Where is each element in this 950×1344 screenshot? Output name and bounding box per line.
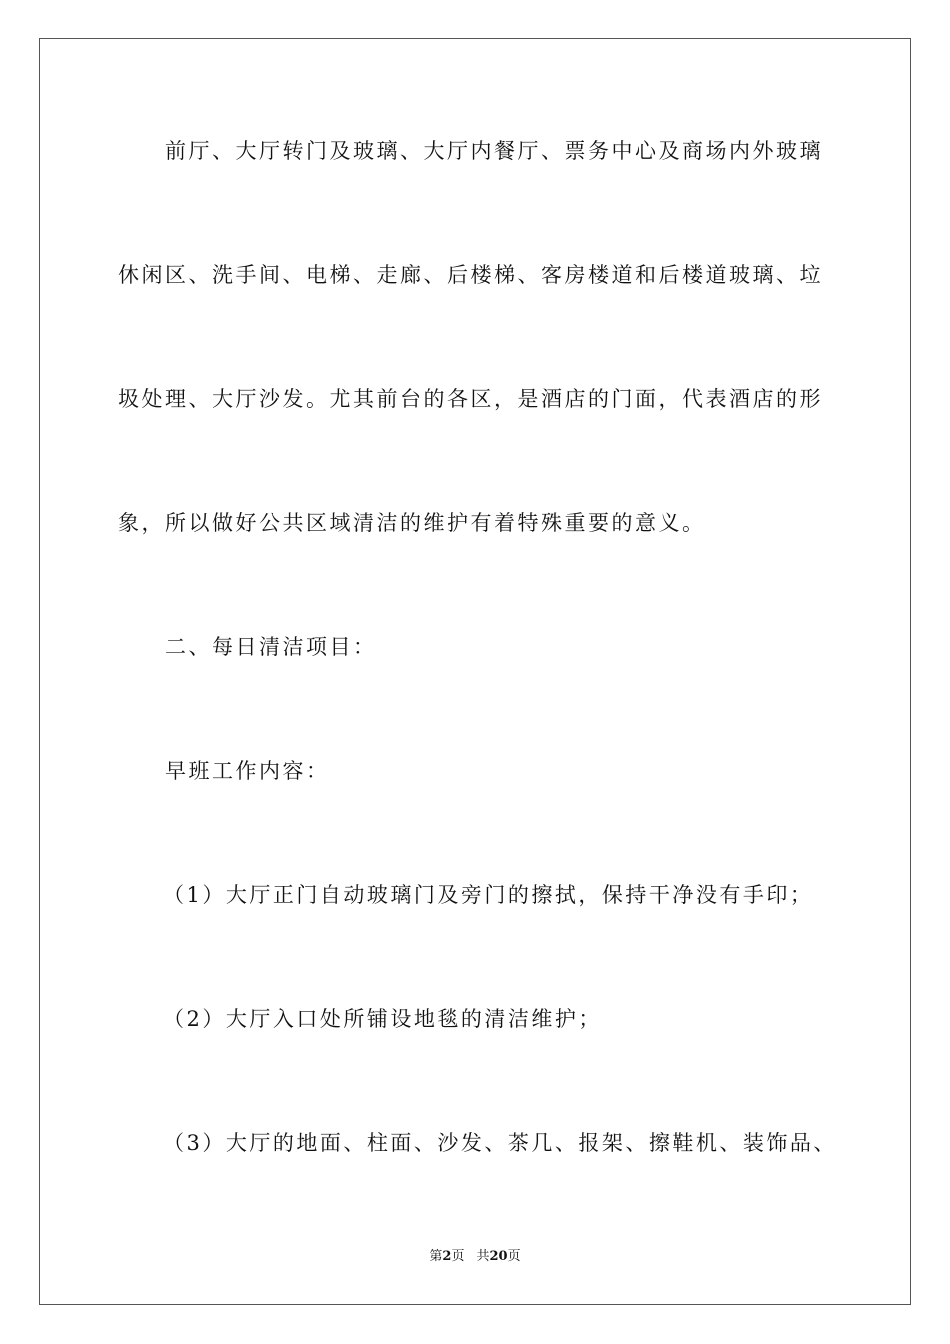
paragraph-line-4: 象，所以做好公共区域清洁的维护有着特殊重要的意义。 — [118, 511, 706, 535]
page-border — [39, 38, 911, 1305]
paragraph-line-3: 圾处理、大厅沙发。尤其前台的各区，是酒店的门面，代表酒店的形 — [118, 387, 823, 411]
paragraph-line-1: 前厅、大厅转门及玻璃、大厅内餐厅、票务中心及商场内外玻璃 — [165, 139, 823, 163]
footer-page-suffix: 页 — [451, 1249, 465, 1264]
list-item-2: （2）大厅入口处所铺设地毯的清洁维护； — [163, 1007, 602, 1031]
footer-page-prefix: 第 — [429, 1249, 443, 1264]
subheading-morning-shift: 早班工作内容： — [165, 759, 330, 783]
list-item-1: （1）大厅正门自动玻璃门及旁门的擦拭，保持干净没有手印； — [163, 883, 814, 907]
list-item-3: （3）大厅的地面、柱面、沙发、茶几、报架、擦鞋机、装饰品、 — [163, 1131, 837, 1155]
page-footer — [0, 1248, 950, 1266]
footer-page-number: 2 — [442, 1249, 452, 1264]
footer-total-pages: 20 — [489, 1249, 508, 1264]
footer-total-suffix: 页 — [507, 1249, 521, 1264]
paragraph-line-2: 休闲区、洗手间、电梯、走廊、后楼梯、客房楼道和后楼道玻璃、垃 — [118, 263, 823, 287]
section-heading: 二、每日清洁项目： — [165, 635, 377, 659]
footer-total-prefix: 共 — [476, 1249, 490, 1264]
